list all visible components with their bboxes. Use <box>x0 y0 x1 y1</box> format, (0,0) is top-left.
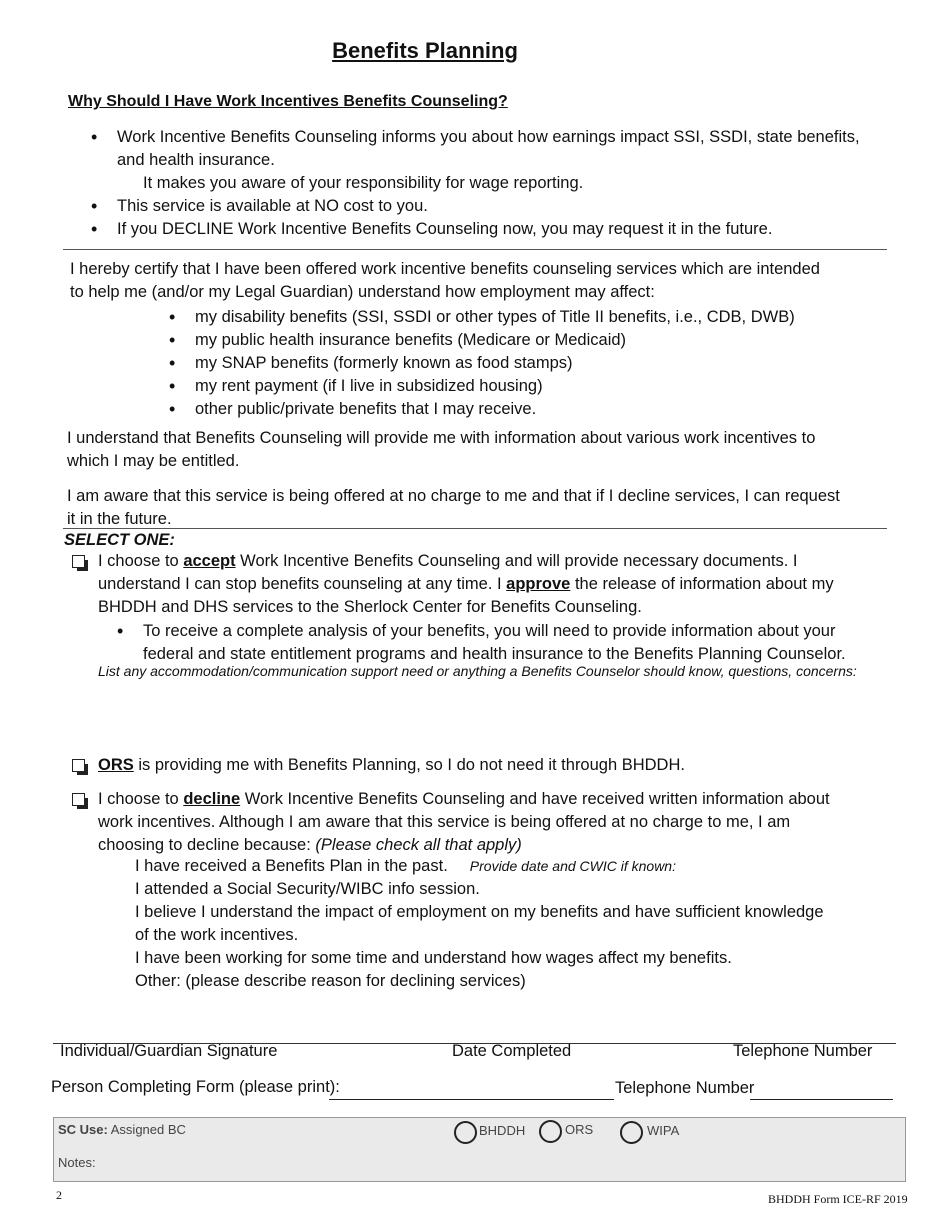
decline-reason[interactable]: I have received a Benefits Plan in the past. Provide date and CWIC if known: <box>135 857 676 875</box>
decline-reason[interactable]: Other: (please describe reason for declining services) <box>135 972 526 990</box>
divider <box>63 249 887 250</box>
bhddh-label: BHDDH <box>479 1123 526 1138</box>
list-item: • my disability benefits (SSI, SSDI or other types of Title II benefits, i.e., CDB, DWB) <box>195 306 895 329</box>
notes-label: Notes: <box>58 1155 96 1170</box>
wipa-radio[interactable] <box>620 1121 643 1144</box>
divider <box>63 528 887 529</box>
date-label: Date Completed <box>452 1042 572 1060</box>
accept-bullet <box>143 620 903 666</box>
wipa-label: WIPA <box>647 1123 680 1138</box>
list-item: • my SNAP benefits (formerly known as food stamps) <box>195 352 895 375</box>
decline-reason[interactable]: I attended a Social Security/WIBC info session. <box>135 880 480 898</box>
accept-keyword: accept <box>183 552 236 570</box>
ors-keyword: ORS <box>98 756 134 774</box>
select-one-label: SELECT ONE: <box>64 531 175 549</box>
ors-radio[interactable] <box>539 1120 562 1143</box>
approve-keyword: approve <box>506 575 571 593</box>
ors-checkbox[interactable] <box>72 759 85 772</box>
certify-statement: I hereby certify that I have been offered work incentive benefits counseling services which are intended to help me (and/or my Legal Guardian) understand how employment may affect: <box>70 260 820 301</box>
decline-keyword: decline <box>183 790 241 808</box>
accommodation-note: List any accommodation/communication support need or anything a Benefits Counselor should know, questions, concerns: <box>98 663 857 679</box>
sc-use-box <box>53 1117 906 1182</box>
accept-checkbox[interactable] <box>72 555 85 568</box>
signature-label: Individual/Guardian Signature <box>60 1042 278 1060</box>
understand-statement: I understand that Benefits Counseling will provide me with information about various work incentives to which I may be entitled. <box>67 429 816 470</box>
accept-option: I choose to accept Work Incentive Benefits Counseling and will provide necessary documents. I understand I can stop benefits counseling at any time. I approve the release of information about my BHDDH and DHS services to the Sherlock Center for Benefits Counseling. <box>98 552 834 616</box>
decline-reasons: I have received a Benefits Plan in the past. Provide date and CWIC if known: I attended a Social Security/WIBC info session. I believe I understand the impact of employment on my benefits and have sufficient knowledge of the work incentives. I have been working for some time and understand how wages affect my benefits. Other: (please describe reason for declining services) <box>135 855 895 993</box>
why-heading: Why Should I Have Work Incentives Benefits Counseling? <box>68 93 508 110</box>
telephone-label-2: Telephone Number <box>615 1079 755 1097</box>
page-title: Benefits Planning <box>332 38 518 63</box>
aware-statement: I am aware that this service is being offered at no charge to me and that if I decline services, I can request it in the future. <box>67 487 840 528</box>
person-completing-field[interactable] <box>329 1099 614 1100</box>
form-id: BHDDH Form ICE-RF 2019 <box>768 1192 908 1206</box>
bhddh-radio[interactable] <box>454 1121 477 1144</box>
list-item: • Work Incentive Benefits Counseling informs you about how earnings impact SSI, SSDI, state benefits, and health insurance. It makes you aware of your responsibility for wage reporting. <box>117 126 907 195</box>
page-number: 2 <box>56 1188 62 1202</box>
person-completing-label: Person Completing Form (please print): <box>51 1078 340 1096</box>
list-item: • To receive a complete analysis of your benefits, you will need to provide information about your federal and state entitlement programs and health insurance to the Benefits Planning Counselor. <box>143 620 903 666</box>
why-bullets <box>117 126 907 241</box>
decline-reason[interactable]: I have been working for some time and understand how wages affect my benefits. <box>135 949 732 967</box>
list-item: • my public health insurance benefits (Medicare or Medicaid) <box>195 329 895 352</box>
decline-option: I choose to decline Work Incentive Benefits Counseling and have received written information about work incentives. Although I am aware that this service is being offered at no charge to me, I am choosing to decline because: (Please check all that apply) <box>98 790 830 854</box>
list-item: • This service is available at NO cost to you. <box>117 195 907 218</box>
ors-label: ORS <box>565 1122 594 1137</box>
ors-option: ORS is providing me with Benefits Planning, so I do not need it through BHDDH. <box>98 756 685 774</box>
list-item: • If you DECLINE Work Incentive Benefits Counseling now, you may request it in the future. <box>117 218 907 241</box>
list-item: • my rent payment (if I live in subsidized housing) <box>195 375 895 398</box>
certify-items <box>195 306 895 421</box>
list-item: • other public/private benefits that I may receive. <box>195 398 895 421</box>
telephone-label: Telephone Number <box>733 1042 873 1060</box>
sc-use-label: SC Use: Assigned BC <box>58 1122 186 1137</box>
decline-reason[interactable]: I believe I understand the impact of employment on my benefits and have sufficient knowledge <box>135 903 824 921</box>
decline-checkbox[interactable] <box>72 793 85 806</box>
telephone-field[interactable] <box>750 1099 893 1100</box>
